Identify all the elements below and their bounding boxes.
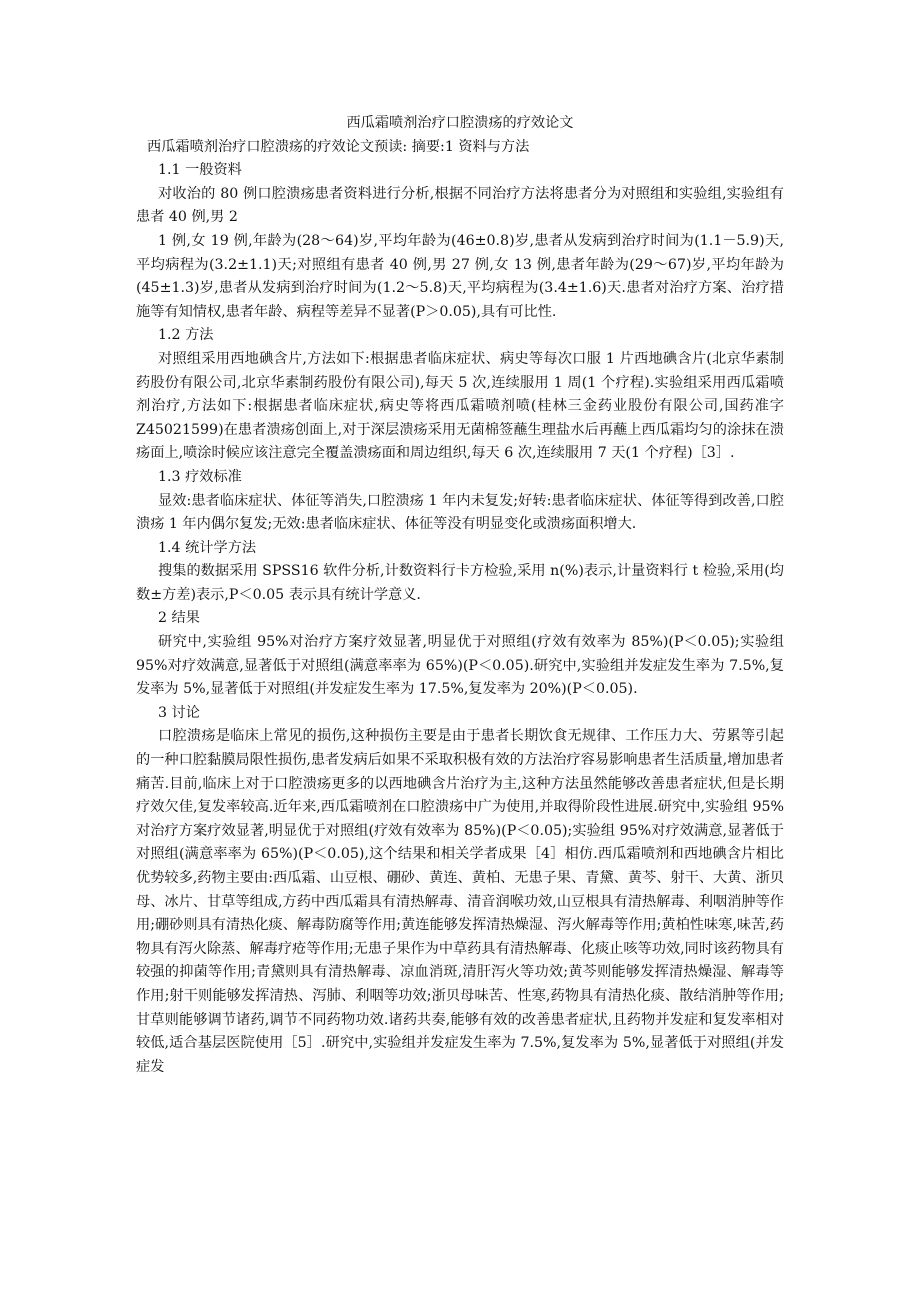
paragraph-1-3: 显效:患者临床症状、体征等消失,口腔溃疡 1 年内未复发;好转:患者临床症状、体征等得到改善,口腔溃疡 1 年内偶尔复发;无效:患者临床症状、体征等没有明显变化或溃疡面积增大. bbox=[136, 492, 784, 533]
paragraph-3: 口腔溃疡是临床上常见的损伤,这种损伤主要是由于患者长期饮食无规律、工作压力大、劳累等引起的一种口腔黏膜局限性损伤,患者发病后如果不采取积极有效的方法治疗容易影响患者生活质量,增加患者痛苦.目前,临床上对于口腔溃疡更多的以西地碘含片治疗为主,这种方法虽然能够改善患者症状,但是长期疗效欠佳,复发率较高.近年来,西瓜霜喷剂在口腔溃疡中广为使用,并取得阶段性进展.研究中,实验组 95%对治疗方案疗效显著,明显优于对照组(疗效有效率为 85%)(P＜0.05);实验组 95%对疗效满意,显著低于对照组(满意率率为 65%)(P＜0.05),这个结果和相关学者成果［4］相仿.西瓜霜喷剂和西地碘含片相比优势较多,药物主要由:西瓜霜、山豆根、硼砂、黄连、黄柏、无患子果、青黛、黄芩、射干、大黄、浙贝母、冰片、甘草等组成,方药中西瓜霜具有清热解毒、清音润喉功效,山豆根具有清热解毒、利咽消肿等作用;硼砂则具有清热化痰、解毒防腐等作用;黄连能够发挥清热燥湿、泻火解毒等作用;黄柏性味寒,味苦,药物具有泻火除蒸、解毒疗疮等作用;无患子果作为中草药具有清热解毒、化痰止咳等功效,同时该药物具有较强的抑菌等作用;青黛则具有清热解毒、凉血消斑,清肝泻火等功效;黄芩则能够发挥清热燥湿、解毒等作用;射干则能够发挥清热、泻肺、利咽等功效;浙贝母味苦、性寒,药物具有清热化痰、散结消肿等作用;甘草则能够调节诸药,调节不同药物功效.诸药共奏,能够有效的改善患者症状,且药物并发症和复发率相对较低,适合基层医院使用［5］.研究中,实验组并发症发生率为 7.5%,复发率为 5%,显著低于对照组(并发症发 bbox=[136, 728, 784, 1075]
section-heading-1-1: 1.1 一般资料 bbox=[158, 162, 242, 179]
preview-line: 西瓜霜喷剂治疗口腔溃疡的疗效论文预读: 摘要:1 资料与方法 bbox=[147, 138, 530, 155]
section-heading-3: 3 讨论 bbox=[158, 704, 200, 721]
paragraph-1-4: 搜集的数据采用 SPSS16 软件分析,计数资料行卡方检验,采用 n(%)表示,计量资料行 t 检验,采用(均数±方差)表示,P＜0.05 表示具有统计学意义. bbox=[136, 563, 784, 603]
document-body bbox=[136, 136, 784, 1080]
document-title: 西瓜霜喷剂治疗口腔溃疡的疗效论文 bbox=[346, 115, 574, 131]
section-heading-2: 2 结果 bbox=[158, 610, 200, 627]
paragraph-1-1-a: 对收治的 80 例口腔溃疡患者资料进行分析,根据不同治疗方法将患者分为对照组和实验组,实验组有患者 40 例,男 2 bbox=[136, 185, 784, 226]
section-heading-1-3: 1.3 疗效标准 bbox=[158, 468, 242, 485]
document-page bbox=[136, 112, 784, 1079]
paragraph-2: 研究中,实验组 95%对治疗方案疗效显著,明显优于对照组(疗效有效率为 85%)(P＜0.05);实验组 95%对疗效满意,显著低于对照组(满意率率为 65%)(P＜0.05).研究中,实验组并发症发生率为 7.5%,复发率为 5%,显著低于对照组(并发症发生率为 17.5%,复发率为 20%)(P＜0.05). bbox=[136, 634, 784, 698]
section-heading-1-2: 1.2 方法 bbox=[158, 327, 214, 344]
paragraph-1-1-b: 1 例,女 19 例,年龄为(28～64)岁,平均年龄为(46±0.8)岁,患者从发病到治疗时间为(1.1－5.9)天,平均病程为(3.2±1.1)天;对照组有患者 40 例,男 27 例,女 13 例,患者年龄为(29～67)岁,平均年龄为(45±1.3)岁,患者从发病到治疗时间为(1.2～5.8)天,平均病程为(3.4±1.6)天.患者对治疗方案、治疗措施等有知情权,患者年龄、病程等差异不显著(P＞0.05),具有可比性. bbox=[136, 232, 784, 320]
section-heading-1-4: 1.4 统计学方法 bbox=[158, 539, 257, 556]
paragraph-1-2: 对照组采用西地碘含片,方法如下:根据患者临床症状、病史等每次口服 1 片西地碘含片(北京华素制药股份有限公司,北京华素制药股份有限公司),每天 5 次,连续服用 1 周(1 个疗程).实验组采用西瓜霜喷剂治疗,方法如下:根据患者临床症状,病史等将西瓜霜喷剂喷(桂林三金药业股份有限公司,国药准字 Z45021599)在患者溃疡创面上,对于深层溃疡采用无菌棉签蘸生理盐水后再蘸上西瓜霜均匀的涂抹在溃疡面上,喷涂时候应该注意完全覆盖溃疡面和周边组织,每天 6 次,连续服用 7 天(1 个疗程)［3］. bbox=[136, 350, 784, 462]
